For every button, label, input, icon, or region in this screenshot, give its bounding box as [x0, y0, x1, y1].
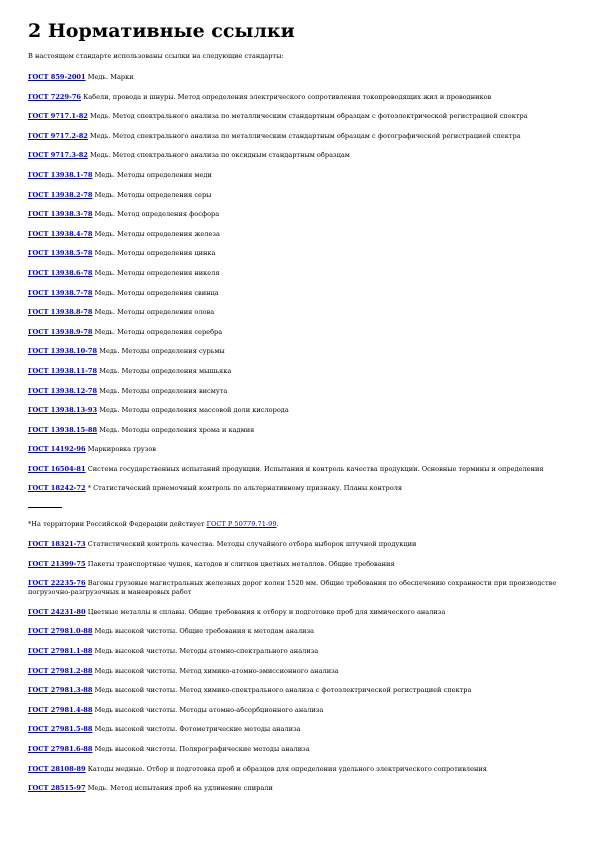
- reference-entry: [28, 112, 567, 121]
- reference-list: [28, 540, 567, 793]
- standard-link[interactable]: ГОСТ 27981.1-88: [28, 647, 93, 656]
- reference-entry: [28, 347, 567, 356]
- footnote-suffix: .: [276, 520, 279, 529]
- reference-entry: [28, 445, 567, 454]
- intro-text: В настоящем стандарте использованы ссылки на следующие стандарты:: [28, 52, 284, 60]
- standard-link[interactable]: ГОСТ 13938.11-78: [28, 366, 98, 375]
- reference-entry: [28, 210, 567, 219]
- standard-title: Медь. Метод спектрального анализа по оксидным стандартным образцам: [90, 151, 350, 160]
- standard-link[interactable]: ГОСТ 859-2001: [28, 73, 86, 81]
- standard-link[interactable]: ГОСТ 13938.7-78: [28, 288, 93, 297]
- standard-link[interactable]: ГОСТ 27981.3-88: [28, 686, 93, 695]
- standard-title: Цветные металлы и сплавы. Общие требования к отбору и подготовке проб для химического анализа: [87, 607, 446, 616]
- standard-title: Медь. Методы определения сурьмы: [99, 347, 225, 356]
- standard-link[interactable]: ГОСТ 13938.12-78: [28, 386, 98, 395]
- standard-title: Медь. Методы определения хрома и кадмия: [99, 425, 255, 434]
- standard-link[interactable]: ГОСТ 16504-81: [28, 464, 86, 473]
- reference-entry: [28, 289, 567, 298]
- standard-title: Медь высокой чистоты. Фотометрические методы анализа: [94, 725, 301, 734]
- footnote: [28, 520, 567, 529]
- reference-entry: [28, 784, 567, 793]
- standard-title: Кабели, провода и шнуры. Метод определения электрического сопротивления токопроводящих жил и проводников: [83, 92, 492, 101]
- standard-link[interactable]: ГОСТ 9717.2-82: [28, 131, 88, 140]
- reference-entry: [28, 249, 567, 258]
- standard-title: Медь. Методы определения меди: [94, 170, 212, 179]
- standard-link[interactable]: ГОСТ 13938.3-78: [28, 210, 93, 219]
- standard-title: Медь. Методы определения железа: [94, 229, 220, 238]
- standard-link[interactable]: ГОСТ 9717.1-82: [28, 112, 88, 121]
- standard-link[interactable]: ГОСТ 28515-97: [28, 784, 86, 793]
- standard-link[interactable]: ГОСТ 27981.6-88: [28, 745, 93, 753]
- standard-title: Медь. Метод спектрального анализа по металлическим стандартным образцам с фотографической регистрацией спектра: [90, 131, 521, 140]
- reference-entry: [28, 191, 567, 200]
- reference-entry: [28, 151, 567, 160]
- reference-entry: [28, 171, 567, 180]
- reference-entry: [28, 627, 567, 636]
- standard-link[interactable]: ГОСТ 24231-80: [28, 607, 86, 616]
- standard-title: Медь. Марки: [87, 73, 134, 81]
- reference-entry: [28, 579, 567, 597]
- reference-entry: [28, 73, 567, 82]
- standard-link[interactable]: ГОСТ 13938.1-78: [28, 170, 93, 179]
- standard-title: Медь высокой чистоты. Общие требования к методам анализа: [94, 627, 315, 636]
- standard-link[interactable]: ГОСТ 13938.6-78: [28, 268, 93, 277]
- standard-link[interactable]: ГОСТ 9717.3-82: [28, 151, 88, 160]
- standard-link[interactable]: ГОСТ 13938.9-78: [28, 327, 93, 336]
- standard-title: * Статистический приемочный контроль по альтернативному признаку. Планы контроля: [87, 484, 403, 493]
- standard-link[interactable]: ГОСТ 14192-96: [28, 445, 86, 454]
- standard-title: Медь. Методы определения серы: [94, 190, 212, 199]
- standard-link[interactable]: ГОСТ 21399-75: [28, 559, 86, 568]
- standard-link[interactable]: ГОСТ 27981.5-88: [28, 725, 93, 734]
- reference-entry: [28, 725, 567, 734]
- reference-entry: [28, 745, 567, 754]
- reference-entry: [28, 608, 567, 617]
- standard-title: Статистический контроль качества. Методы случайного отбора выборок штучной продукции: [87, 540, 417, 549]
- standard-link[interactable]: ГОСТ 7229-76: [28, 92, 82, 101]
- reference-entry: [28, 230, 567, 239]
- reference-entry: [28, 706, 567, 715]
- standard-link[interactable]: ГОСТ 18242-72: [28, 484, 86, 493]
- standard-link[interactable]: ГОСТ 13938.2-78: [28, 190, 93, 199]
- standard-title: Медь. Методы определения массовой доли кислорода: [99, 406, 289, 415]
- reference-entry: [28, 647, 567, 656]
- standard-title: Катоды медные. Отбор и подготовка проб и образцов для определения удельного электрического сопротивления: [87, 764, 487, 773]
- reference-entry: [28, 765, 567, 774]
- section-heading: 2 Нормативные ссылки: [28, 20, 295, 42]
- standard-title: Медь высокой чистоты. Методы атомно-абсорбционного анализа: [94, 705, 324, 714]
- standard-link[interactable]: ГОСТ 22235-76: [28, 579, 86, 588]
- standard-title: Медь. Метод определения фосфора: [94, 210, 220, 219]
- footnote-prefix: *На территории Российской Федерации действует: [28, 520, 207, 529]
- reference-entry: [28, 465, 567, 474]
- standard-link[interactable]: ГОСТ 27981.4-88: [28, 705, 93, 714]
- standard-title: Медь. Методы определения олова: [94, 308, 215, 317]
- standard-link[interactable]: ГОСТ 27981.0-88: [28, 627, 93, 636]
- standard-title: Вагоны грузовые магистральных железных дорог колеи 1520 мм. Общие требования по обеспечению сохранности при производстве погрузочно-разгрузочных и маневровых работ: [28, 579, 557, 597]
- standard-title: Система государственных испытаний продукции. Испытания и контроль качества продукции. Основные термины и определения: [87, 464, 544, 473]
- standard-link[interactable]: ГОСТ 27981.2-88: [28, 666, 93, 675]
- standard-title: Медь высокой чистоты. Полярографические методы анализа: [94, 745, 310, 753]
- standard-title: Медь. Методы определения серебра: [94, 327, 223, 336]
- reference-entry: [28, 308, 567, 317]
- reference-entry: [28, 426, 567, 435]
- footnote-link[interactable]: ГОСТ Р 50779.71-99: [206, 520, 277, 529]
- standard-link[interactable]: ГОСТ 13938.4-78: [28, 229, 93, 238]
- footnote-divider: [28, 507, 62, 508]
- reference-entry: [28, 484, 567, 493]
- standard-title: Медь высокой чистоты. Метод химико-спектрального анализа с фотоэлектрической регистрацией спектра: [94, 686, 472, 695]
- standard-title: Медь. Методы определения никеля: [94, 268, 220, 277]
- standard-title: Медь. Методы определения мышьяка: [99, 366, 232, 375]
- standard-link[interactable]: ГОСТ 13938.5-78: [28, 249, 93, 258]
- standard-title: Медь высокой чистоты. Метод химико-атомно-эмиссионного анализа: [94, 666, 339, 675]
- reference-entry: [28, 667, 567, 676]
- reference-entry: [28, 560, 567, 569]
- reference-list: [28, 73, 567, 493]
- reference-entry: [28, 387, 567, 396]
- standard-title: Маркировка грузов: [87, 445, 157, 454]
- reference-entry: [28, 93, 567, 102]
- standard-link[interactable]: ГОСТ 18321-73: [28, 540, 86, 549]
- reference-entry: [28, 406, 567, 415]
- standard-title: Медь. Методы определения висмута: [99, 386, 228, 395]
- standard-link[interactable]: ГОСТ 13938.10-78: [28, 347, 98, 356]
- standard-title: Медь. Методы определения свинца: [94, 288, 219, 297]
- reference-entry: [28, 132, 567, 141]
- standard-link[interactable]: ГОСТ 28108-89: [28, 764, 86, 773]
- reference-entry: [28, 328, 567, 337]
- reference-entry: [28, 269, 567, 278]
- standard-title: Медь высокой чистоты. Методы атомно-спектрального анализа: [94, 647, 319, 656]
- standard-link[interactable]: ГОСТ 13938.15-88: [28, 425, 98, 434]
- standard-link[interactable]: ГОСТ 13938.13-93: [28, 406, 98, 415]
- standard-title: Медь. Методы определения цинка: [94, 249, 216, 258]
- standard-link[interactable]: ГОСТ 13938.8-78: [28, 308, 93, 317]
- standard-title: Пакеты транспортные чушек, катодов и слитков цветных металлов. Общие требования: [87, 559, 395, 568]
- reference-entry: [28, 686, 567, 695]
- standard-title: Медь. Метод спектрального анализа по металлическим стандартным образцам с фотоэлектрической регистрацией спектра: [90, 112, 528, 121]
- reference-entry: [28, 540, 567, 549]
- reference-entry: [28, 367, 567, 376]
- standard-title: Медь. Метод испытания проб на удлинение спирали: [87, 784, 273, 793]
